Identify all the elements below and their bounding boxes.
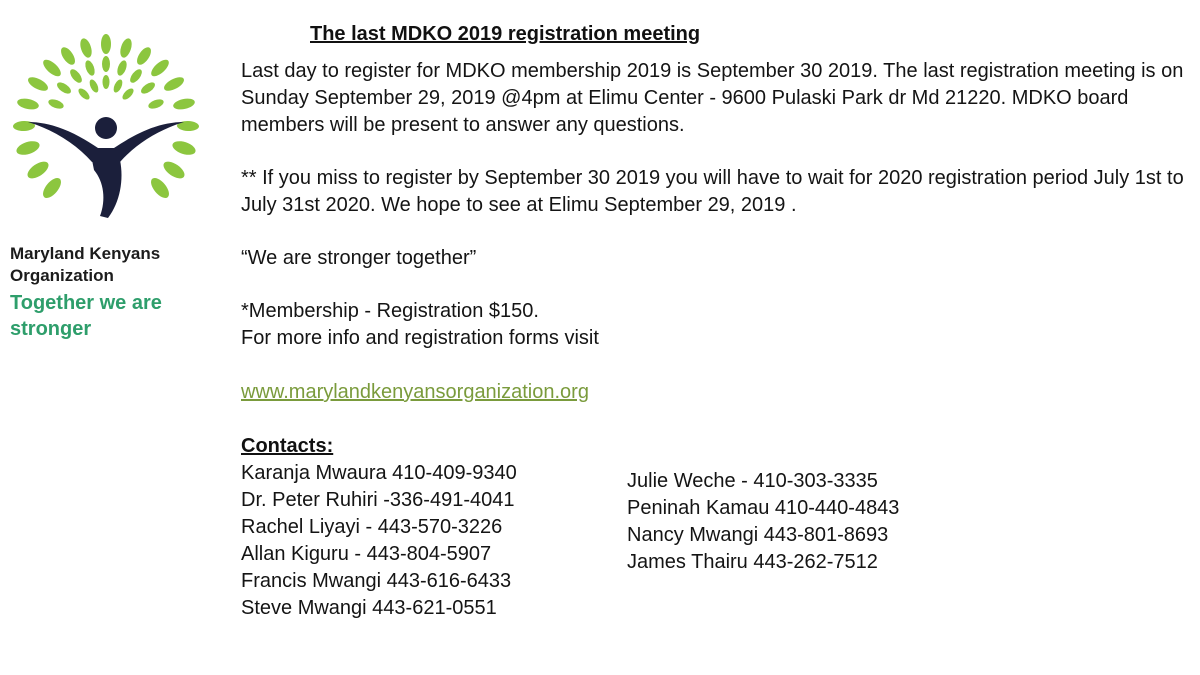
contact-item: Nancy Mwangi 443-801-8693: [627, 524, 889, 546]
contact-item: Dr. Peter Ruhiri -336-491-4041: [241, 489, 515, 511]
contact-item: Francis Mwangi 443-616-6433: [241, 570, 512, 592]
tree-person-logo-icon: [8, 30, 204, 226]
announcement-paragraph-1: Last day to register for MDKO membership 2019 is September 30 2019. The last registration meeting is on Sunday September 29, 2019 @4pm at Elimu Center - 9600 Pulaski Park dr Md 21220. MDKO board members will be present to answer any questions.: [241, 60, 1184, 136]
contact-item: Steve Mwangi 443-621-0551: [241, 597, 497, 619]
contact-item: Julie Weche - 410-303-3335: [627, 470, 878, 492]
contact-item: Karanja Mwaura 410-409-9340: [241, 462, 517, 484]
person-figure: [28, 117, 184, 218]
more-info-text: For more info and registration forms visit: [241, 327, 599, 349]
motto-quote: “We are stronger together”: [241, 247, 477, 269]
contact-item: Allan Kiguru - 443-804-5907: [241, 543, 492, 565]
organization-tagline: Together we are stronger: [10, 292, 162, 340]
page-title: The last MDKO 2019 registration meeting: [310, 23, 701, 45]
organization-name: Maryland Kenyans Organization: [10, 244, 161, 285]
contacts-list-right: [627, 468, 899, 576]
membership-fee: *Membership - Registration $150.: [241, 300, 539, 322]
contact-item: James Thairu 443-262-7512: [627, 551, 878, 573]
contact-item: Peninah Kamau 410-440-4843: [627, 497, 900, 519]
contacts-heading: Contacts:: [241, 435, 334, 457]
announcement-paragraph-2: ** If you miss to register by September 30 2019 you will have to wait for 2020 registration period July 1st to July 31st 2020. We hope to see at Elimu September 29, 2019 .: [241, 167, 1184, 216]
contact-item: Rachel Liyayi - 443-570-3226: [241, 516, 503, 538]
website-link[interactable]: www.marylandkenyansorganization.org: [241, 381, 589, 403]
contacts-list-left: [241, 460, 517, 622]
organization-logo: [8, 30, 204, 226]
